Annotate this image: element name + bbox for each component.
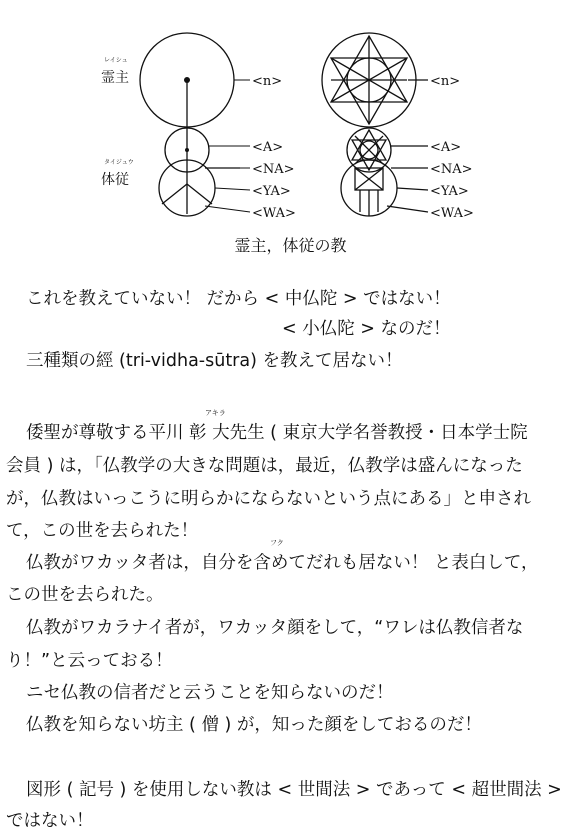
right-label-ya: <YA> [430, 184, 469, 199]
right-label-wa: <WA> [430, 206, 474, 221]
text-line-10: 仏教がワカラナイ者が，ワカッタ顔をして，“ワレは仏教信者な [26, 618, 524, 638]
text-line-5: 会員 ) は，「仏教学の大きな問題は，最近，仏教学は盛んになった [6, 456, 523, 476]
left-label-na: <NA> [252, 162, 295, 177]
left-top-ruby: レイシュ [104, 57, 128, 64]
left-top-label: 霊主 [101, 70, 129, 86]
right-figure [322, 33, 428, 216]
text-line-3: 三種類の經 (tri-vidha-sūtra) を教えて居ない！ [26, 351, 403, 371]
left-label-ya: <YA> [252, 184, 291, 199]
left-center-dot [184, 77, 190, 83]
left-label-a: <A> [252, 140, 284, 155]
right-label-na: <NA> [430, 162, 473, 177]
text-line-12: ニセ仏教の信者だと云うことを知らないのだ！ [26, 683, 394, 703]
text-line-13: 仏教を知らない坊主 ( 僧 ) が，知った顔をしておるのだ！ [26, 715, 482, 735]
left-bottom-label: 体従 [101, 172, 129, 188]
text-line-8: 仏教がワカッタ者は，自分を含めてだれも居ない！ と表白して， [26, 553, 539, 573]
text-line-4: 倭聖が尊敬する平川 彰 大先生 ( 東京大学名誉教授・日本学士院 [26, 423, 528, 443]
left-label-wa: <WA> [252, 206, 296, 221]
text-line-15: ではない！ [6, 811, 94, 831]
text-line-1: これを教えていない！ だから < 中仏陀 > ではない！ [26, 289, 451, 309]
ruby-akira: アキラ [205, 409, 226, 417]
text-line-11: り！”と云っておる！ [6, 651, 173, 671]
left-y-right [187, 184, 212, 204]
text-line-9: この世を去られた。 [6, 585, 164, 605]
text-line-6: が，仏教はいっこうに明らかにならないという点にある」と申され [6, 489, 531, 509]
figure-diagram [0, 0, 581, 262]
left-label-n: <n> [252, 74, 283, 89]
right-label-a: <A> [430, 140, 462, 155]
text-line-14: 図形 ( 記号 ) を使用しない教は < 世間法 > であって < 超世間法 > [26, 780, 562, 800]
figure-caption: 霊主，体従の教 [234, 236, 347, 255]
right-label-n: <n> [430, 74, 461, 89]
left-bottom-ruby: タイジュウ [104, 159, 134, 166]
left-y-left [162, 184, 187, 204]
text-line-2: < 小仏陀 > なのだ！ [282, 319, 451, 339]
text-line-7: て，この世を去られた！ [6, 521, 199, 541]
ruby-fuku: フク [270, 539, 284, 547]
